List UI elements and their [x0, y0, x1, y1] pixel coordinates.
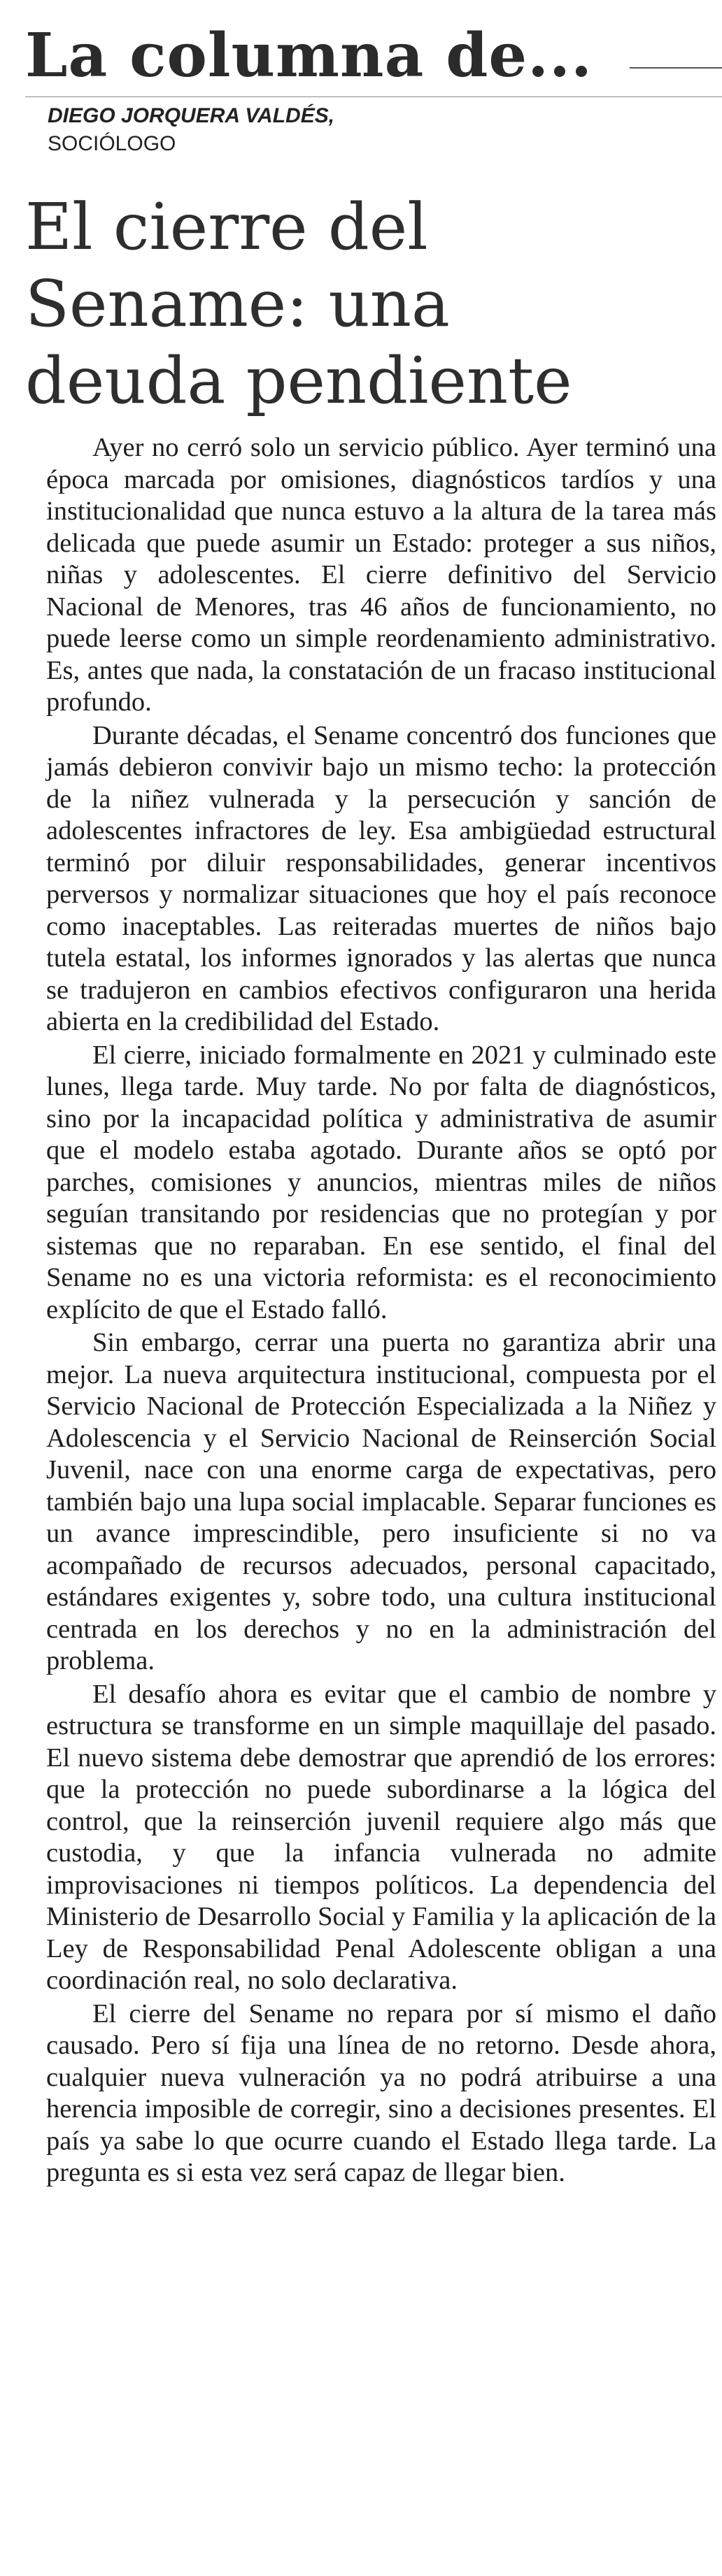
byline: [48, 102, 334, 158]
headline: [25, 189, 718, 420]
body-paragraph: El cierre del Sename no repara por sí mismo el daño causado. Pero sí fija una línea de no retorno. Desde ahora, cualquier nueva vulneración ya no podrá atribuirse a una herencia imposible de corregir, sino a decisiones presentes. El país ya sabe lo que ocurre cuando el Estado llega tarde. La pregunta es si esta vez será capaz de llegar bien.: [46, 1998, 716, 2187]
title-rule: [630, 67, 722, 69]
body-paragraph: El desafío ahora es evitar que el cambio de nombre y estructura se transforme en un simple maquillaje del pasado. El nuevo sistema debe demostrar que aprendió de los errores: que la protección no puede subordinarse a la lógica del control, que la reinserción juvenil requiere algo más que custodia, y que la infancia vulnerada no admite improvisaciones ni tiempos políticos. La dependencia del Ministerio de Desarrollo Social y Familia y la aplicación de la Ley de Responsabilidad Penal Adolescente obligan a una coordinación real, no solo declarativa.: [46, 1679, 716, 1995]
section-title: La columna de...: [25, 20, 593, 91]
headline-line: El cierre del: [25, 189, 428, 264]
author-name: DIEGO JORQUERA VALDÉS,: [48, 104, 335, 127]
author-role: SOCIÓLOGO: [48, 132, 176, 155]
headline-line: deuda pendiente: [25, 343, 572, 418]
body-paragraph: Durante décadas, el Sename concentró dos funciones que jamás debieron convivir bajo un mismo techo: la protección de la niñez vulnerada y la persecución y sanción de adolescentes infractores de ley. Esa ambigüedad estructural terminó por diluir responsabilidades, generar incentivos perversos y normalizar situaciones que hoy el país reconoce como inaceptables. Las reiteradas muertes de niños bajo tutela estatal, los informes ignorados y las alertas que nunca se tradujeron en cambios efectivos configuraron una herida abierta en la credibilidad del Estado.: [46, 720, 716, 1036]
headline-line: Sename: una: [25, 266, 450, 341]
article-body: [46, 432, 716, 2191]
body-paragraph: El cierre, iniciado formalmente en 2021 y culminado este lunes, llega tarde. Muy tarde. No por falta de diagnósticos, sino por la incapacidad política y administrativa de asumir que el modelo estaba agotado. Durante años se optó por parches, comisiones y anuncios, mientras miles de niños seguían transitando por residencias que no protegían y por sistemas que no reparaban. En ese sentido, el final del Sename no es una victoria reformista: es el reconocimiento explícito de que el Estado falló.: [46, 1040, 716, 1324]
author-divider: [25, 96, 722, 97]
body-paragraph: Ayer no cerró solo un servicio público. Ayer terminó una época marcada por omisiones, diagnósticos tardíos y una institucionalidad que nunca estuvo a la altura de la tarea más delicada que puede asumir un Estado: proteger a sus niños, niñas y adolescentes. El cierre definitivo del Servicio Nacional de Menores, tras 46 años de funcionamiento, no puede leerse como un simple reordenamiento administrativo. Es, antes que nada, la constatación de un fracaso institucional profundo.: [46, 433, 716, 717]
body-paragraph: Sin embargo, cerrar una puerta no garantiza abrir una mejor. La nueva arquitectura institucional, compuesta por el Servicio Nacional de Protección Especializada a la Niñez y Adolescencia y el Servicio Nacional de Reinserción Social Juvenil, nace con una enorme carga de expectativas, pero también bajo una lupa social implacable. Separar funciones es un avance imprescindible, pero insuficiente si no va acompañado de recursos adecuados, personal capacitado, estándares exigentes y, sobre todo, una cultura institucional centrada en los derechos y no en la administración del problema.: [46, 1328, 716, 1675]
